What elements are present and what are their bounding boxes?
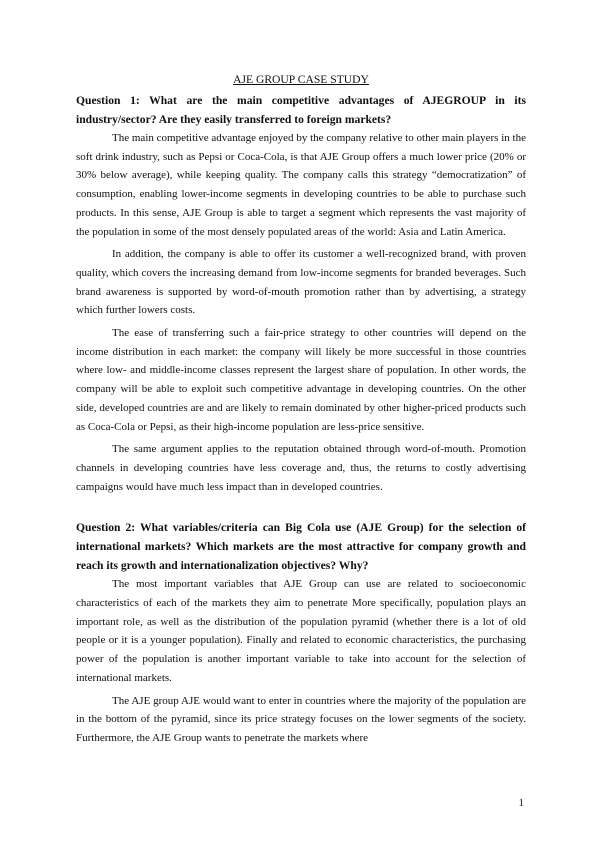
q1-paragraph-1: The main competitive advantage enjoyed by the company relative to other main players in the soft drink industry, such as Pepsi or Coca-Cola, is that AJE Group offers a much lower price (20% or 30% below average), while keeping quality. The company calls this strategy “democratization” of consumption, enabling lower-income segments in developing countries to be able to purchase such products. In this sense, AJE Group is able to target a segment which represents the vast majority of the population in some of the most densely populated areas of the world: Asia and Latin America. <box>76 132 526 238</box>
document-title: AJE GROUP CASE STUDY <box>233 73 369 86</box>
q2-paragraph-2: The AJE group AJE would want to enter in countries where the majority of the population are in the bottom of the pyramid, since its price strategy focuses on the lower segments of the society. Furthermore, the AJE Group wants to penetrate the markets where <box>76 694 526 744</box>
question-2-heading: Question 2: What variables/criteria can Big Cola use (AJE Group) for the selection of international markets? Which markets are the most attractive for company growth and reach its growth and internationalization objectives? Why? <box>76 521 526 573</box>
page-number: 1 <box>518 797 524 809</box>
q1-paragraph-4: The same argument applies to the reputation obtained through word-of-mouth. Promotion channels in developing countries have less coverage and, thus, the returns to costly advertising campaigns would have much less impact than in developed countries. <box>76 443 526 493</box>
document-page <box>76 72 526 752</box>
question-1-heading: Question 1: What are the main competitive advantages of AJEGROUP in its industry/sector? Are they easily transferred to foreign markets? <box>76 94 526 126</box>
q2-paragraph-1: The most important variables that AJE Group can use are related to socioeconomic characteristics of each of the markets they aim to penetrate More specifically, population plays an important role, as well as the distribution of the population pyramid (whether there is a lot of old people or it is a younger population). Finally and related to economic characteristics, the purchasing power of the population is another important variable to take into account for the selection of international markets. <box>76 578 526 684</box>
q1-paragraph-2: In addition, the company is able to offer its customer a well-recognized brand, with proven quality, which covers the increasing demand from low-income segments for branded beverages. Such brand awareness is supported by word-of-mouth promotion rather than by advertising, a strategy which further lowers costs. <box>76 248 526 317</box>
q1-paragraph-3: The ease of transferring such a fair-price strategy to other countries will depend on the income distribution in each market: the company will likely be more successful in those countries where low- and middle-income classes represent the largest share of population. In other words, the company will be able to exploit such competitive advantage in developing countries. On the other side, developed countries are and are likely to remain dominated by other higher-priced products such as Coca-Cola or Pepsi, as their high-income population are less-price sensitive. <box>76 327 526 433</box>
